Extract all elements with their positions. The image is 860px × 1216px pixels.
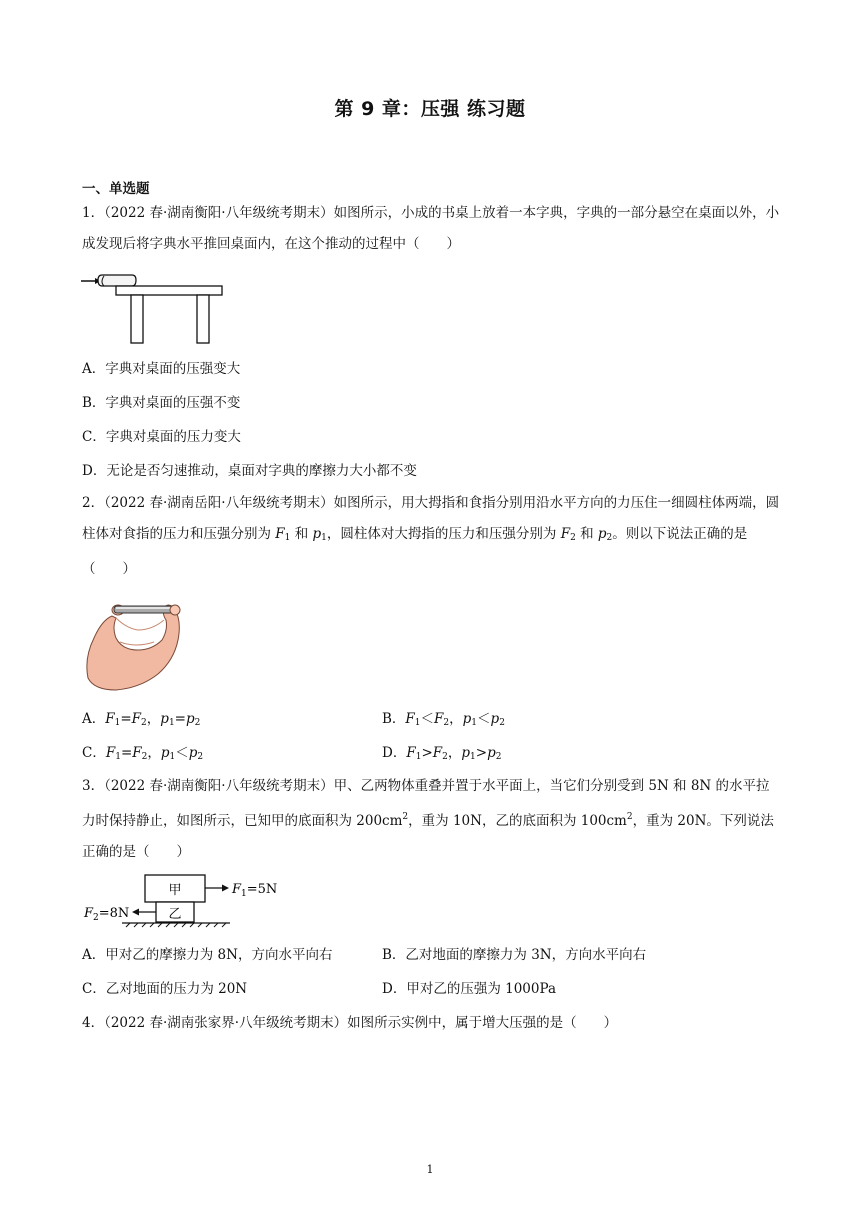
force-f1-label: $F_1=5N$: [232, 882, 278, 899]
q3-option-c: C．乙对地面的压力为 20N: [82, 981, 248, 997]
q1-option-b: B．字典对桌面的压强不变: [82, 395, 241, 411]
q1-option-d: D．无论是否匀速推动，桌面对字典的摩擦力大小都不变: [82, 463, 417, 479]
q3-option-a: A．甲对乙的摩擦力为 8N，方向水平向右: [82, 947, 333, 963]
q2-option-b: B．$F_1<F_2$，$p_1<p_2$: [382, 711, 505, 728]
question-3-stem: 3．（2022 春·湖南衡阳·八年级统考期末）甲、乙两物体重叠并置于水平面上，当它们分别受到 5N 和 8N 的水平拉力时保持静止，如图所示，已知甲的底面积为 $200cm^2$，重为 10N，乙的底面积为 $100cm^2$，重为 20N。下列说法正确的是（ ）: [82, 778, 774, 860]
desk-with-dictionary-figure: [80, 268, 230, 346]
q2-option-d: D．$F_1>F_2$，$p_1>p_2$: [382, 745, 502, 762]
page-number: 1: [426, 1163, 434, 1176]
q2-option-c: C．$F_1=F_2$，$p_1<p_2$: [82, 745, 204, 762]
fingers-pressing-cylinder-figure: [80, 598, 185, 693]
block-yi-label: 乙: [168, 907, 182, 922]
section-heading: 一、单选题: [82, 181, 150, 197]
question-2-stem: 2．（2022 春·湖南岳阳·八年级统考期末）如图所示，用大拇指和食指分别用沿水平方向的力压住一细圆柱体两端，圆柱体对食指的压力和压强分别为 $F_1$ 和 $p_1$，圆柱体对大拇指的压力和压强分别为 $F_2$ 和 $p_2$。则以下说法正确的是（ ）: [82, 495, 780, 577]
force-f2-label: $F_2=8N$: [84, 906, 130, 923]
q1-option-c: C．字典对桌面的压力变大: [82, 429, 241, 445]
question-4-stem: 4．（2022 春·湖南张家界·八年级统考期末）如图所示实例中，属于增大压强的是（ ）: [82, 1015, 618, 1031]
stacked-blocks-figure: [82, 872, 287, 930]
block-jia-label: 甲: [168, 883, 182, 898]
q1-option-a: A．字典对桌面的压强变大: [82, 361, 241, 377]
q2-option-a: A．$F_1=F_2$，$p_1=p_2$: [82, 711, 201, 728]
q3-option-d: D．甲对乙的压强为 1000Pa: [382, 981, 556, 997]
q3-option-b: B．乙对地面的摩擦力为 3N，方向水平向右: [382, 947, 647, 963]
page-title: 第 9 章：压强 练习题: [334, 98, 526, 120]
question-1-stem: 1．（2022 春·湖南衡阳·八年级统考期末）如图所示，小成的书桌上放着一本字典，字典的一部分悬空在桌面以外，小成发现后将字典水平推回桌面内，在这个推动的过程中（ ）: [82, 205, 780, 252]
